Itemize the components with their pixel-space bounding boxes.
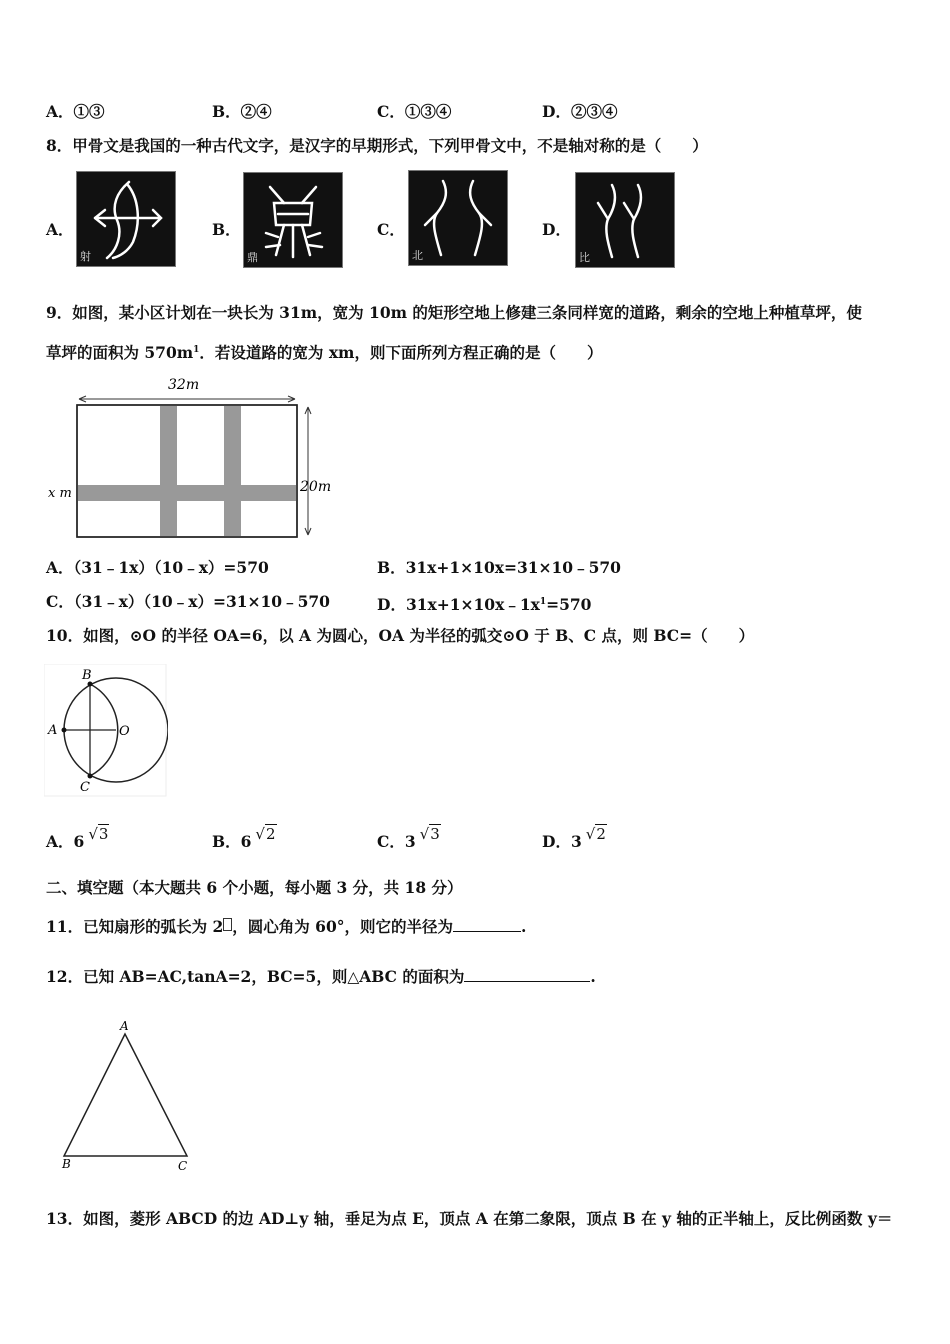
sqrt-icon: √3 [88, 825, 109, 843]
sqrt-icon: √3 [419, 825, 440, 843]
q9-question-line1: 9．如图，某小区计划在一块长为 31m，宽为 10m 的矩形空地上修建三条同样宽的道路，剩余的空地上种植草坪，使 [46, 303, 862, 322]
q12-question: 12．已知 AB=AC,tanA=2，BC=5，则△ABC 的面积为 . [46, 967, 596, 986]
glyph-caption: 射 [80, 250, 91, 263]
q10-option-a: A．6 √3 [46, 825, 109, 851]
missing-glyph-icon [223, 918, 232, 931]
q9-width-label: 32m [168, 377, 200, 393]
q7-option-c: C．①③④ [377, 102, 452, 121]
q10-circle-figure [44, 664, 168, 798]
oracle-glyph-ding-image [244, 173, 342, 267]
q9-option-a: A．（31﹣1x）（10﹣x）=570 [46, 558, 269, 577]
glyph-caption: 比 [579, 251, 590, 264]
q10-point-o: O [119, 724, 130, 739]
q9-option-c: C．（31﹣x）（10﹣x）=31×10﹣570 [46, 592, 330, 611]
q8-question: 8．甲骨文是我国的一种古代文字，是汉字的早期形式，下列甲骨文中，不是轴对称的是（ ） [46, 136, 708, 155]
q12-point-b: B [62, 1157, 71, 1171]
glyph-caption: 鼎 [247, 251, 258, 264]
q9-road-label: x m [48, 486, 72, 501]
q7-option-d: D．②③④ [542, 102, 618, 121]
q8-option-b-label: B． [212, 220, 241, 239]
q8-glyph-c [408, 170, 508, 266]
q10-option-c: C．3 √3 [377, 825, 440, 851]
q8-glyph-b [243, 172, 343, 268]
oracle-glyph-bei-image [409, 171, 507, 265]
oracle-glyph-bi-image [576, 173, 674, 267]
q9-option-d: D．$31x+1\times 10x﹣1x^1=570$ [377, 595, 592, 615]
q9-question-line2: 草坪的面积为 $570m^1$．若设道路的宽为 xm，则下面所列方程正确的是（ ） [46, 343, 603, 363]
q8-option-d-label: D． [542, 220, 571, 239]
glyph-caption: 北 [412, 249, 423, 262]
q8-option-a-label: A． [46, 220, 74, 239]
q8-option-c-label: C． [377, 220, 405, 239]
q7-option-b: B．②④ [212, 102, 272, 121]
q9-option-b: B．31x+1×10x=31×10﹣570 [377, 558, 621, 577]
q10-point-a: A [48, 723, 58, 738]
q12-point-a: A [120, 1019, 129, 1033]
q13-question: 13．如图，菱形 ABCD 的边 AD⊥y 轴，垂足为点 E，顶点 A 在第二象限，顶点 B 在 y 轴的正半轴上，反比例函数 y＝ [46, 1209, 893, 1228]
sqrt-icon: √2 [585, 825, 606, 843]
q10-question: 10．如图，⊙O 的半径 OA=6，以 A 为圆心，OA 为半径的弧交⊙O 于 B、C 点，则 BC=（ ） [46, 626, 755, 645]
oracle-glyph-she-image [77, 172, 175, 266]
answer-blank [464, 967, 590, 982]
q7-option-a: A．①③ [46, 102, 105, 121]
section-heading: 二、填空题（本大题共 6 个小题，每小题 3 分，共 18 分） [46, 878, 463, 897]
q8-glyph-d [575, 172, 675, 268]
q10-point-b: B [82, 668, 92, 683]
q12-point-c: C [178, 1159, 188, 1173]
q9-road-figure [46, 372, 346, 544]
answer-blank [453, 917, 521, 932]
q10-option-d: D．3 √2 [542, 825, 606, 851]
q9-height-label: 20m [300, 479, 332, 495]
q10-point-c: C [80, 780, 90, 795]
q12-triangle-figure [54, 1016, 204, 1176]
q8-glyph-a [76, 171, 176, 267]
q11-question: 11．已知扇形的弧长为 2 ，圆心角为 60°，则它的半径为 . [46, 917, 527, 936]
sqrt-icon: √2 [255, 825, 276, 843]
q10-option-b: B．6 √2 [212, 825, 276, 851]
